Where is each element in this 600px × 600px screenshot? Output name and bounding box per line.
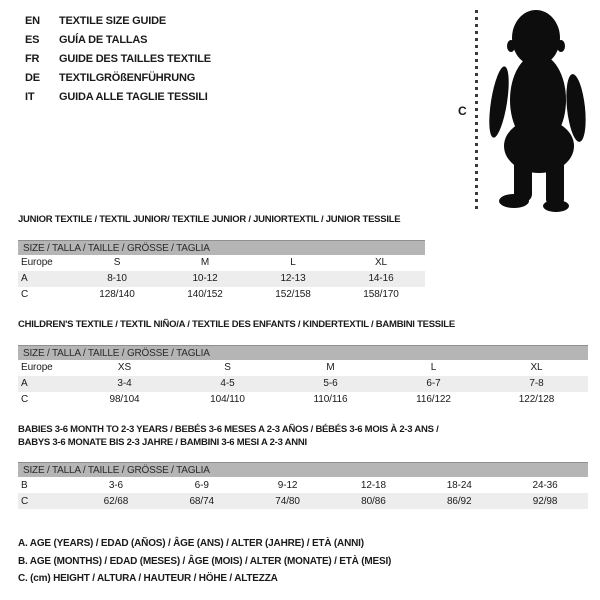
value-cell: 7-8 [529, 378, 544, 389]
value-cell: 152/158 [275, 289, 311, 300]
language-list [25, 12, 211, 107]
value-cell: 128/140 [99, 289, 135, 300]
language-title: TEXTILGRÖßENFÜHRUNG [59, 72, 196, 84]
language-row [25, 88, 211, 107]
size-header-bar: SIZE / TALLA / TAILLE / GRÖSSE / TAGLIA [18, 462, 588, 477]
language-code: FR [25, 53, 40, 65]
language-row [25, 50, 211, 69]
table-row [18, 271, 425, 287]
section-title-line: BABYS 3-6 MONATE BIS 2-3 JAHRE / BAMBINI 3-6 MESI A 2-3 ANNI [18, 436, 307, 448]
section-junior-textile [18, 214, 590, 303]
value-cell: 24-36 [532, 479, 558, 491]
footnotes [18, 535, 391, 588]
language-code: DE [25, 72, 40, 84]
value-cell: 98/104 [109, 394, 140, 405]
table-row [18, 392, 588, 408]
value-cell: 3-6 [108, 479, 123, 491]
value-cell: 6-9 [194, 479, 209, 491]
language-title: GUIDA ALLE TAGLIE TESSILI [59, 91, 208, 103]
section-title-line: CHILDREN'S TEXTILE / TEXTIL NIÑO/A / TEXTILE DES ENFANTS / KINDERTEXTIL / BAMBINI TESSILE [18, 319, 455, 330]
language-row [25, 31, 211, 50]
language-code: EN [25, 15, 40, 27]
language-title: GUÍA DE TALLAS [59, 34, 148, 46]
height-figure [446, 4, 598, 216]
row-label-cell: Europe [21, 362, 53, 373]
row-label-cell: C [21, 394, 29, 405]
size-header-bar: SIZE / TALLA / TAILLE / GRÖSSE / TAGLIA [18, 345, 588, 360]
value-cell: XL [374, 257, 388, 268]
value-cell: 6-7 [426, 378, 441, 389]
height-dotted-line [475, 10, 478, 210]
size-table [18, 360, 588, 408]
table-row [18, 493, 588, 509]
section-title [18, 319, 590, 332]
row-label-cell: Europe [21, 257, 53, 268]
size-table [18, 477, 588, 509]
row-label-cell: C [21, 495, 29, 507]
value-cell: 8-10 [107, 273, 127, 284]
table-row [18, 255, 425, 271]
value-cell: S [113, 257, 121, 268]
value-cell: 80/86 [361, 495, 386, 507]
table-row [18, 360, 588, 376]
row-label-cell: C [21, 289, 29, 300]
value-cell: 74/80 [275, 495, 300, 507]
row-label-cell: A [21, 273, 28, 284]
height-measure-label: C [458, 104, 467, 118]
value-cell: 158/170 [363, 289, 399, 300]
value-cell: 12-13 [280, 273, 306, 284]
value-cell: 9-12 [277, 479, 298, 491]
language-row [25, 69, 211, 88]
value-cell: 110/116 [313, 394, 348, 405]
footnote-line: B. AGE (MONTHS) / EDAD (MESES) / ÂGE (MOIS) / ALTER (MONATE) / ETÀ (MESI) [18, 555, 392, 567]
section-title-line: BABIES 3-6 MONTH TO 2-3 YEARS / BEBÉS 3-6 MESES A 2-3 AÑOS / BÉBÉS 3-6 MOIS À 2-3 ANS / [18, 424, 439, 435]
section-babies-textile [18, 424, 590, 509]
language-code: IT [25, 91, 35, 103]
value-cell: M [326, 362, 335, 373]
size-header-bar: SIZE / TALLA / TAILLE / GRÖSSE / TAGLIA [18, 240, 425, 255]
table-row [18, 376, 588, 392]
row-label-cell: A [21, 378, 28, 389]
section-title [18, 214, 590, 227]
language-row [25, 12, 211, 31]
value-cell: 12-18 [360, 479, 386, 491]
value-cell: 92/98 [532, 495, 558, 507]
value-cell: M [200, 257, 210, 268]
footnote-line: C. (cm) HEIGHT / ALTURA / HAUTEUR / HÖHE / ALTEZZA [18, 573, 278, 584]
value-cell: 3-4 [117, 378, 132, 389]
value-cell: S [224, 362, 231, 373]
language-code: ES [25, 34, 40, 46]
value-cell: 68/74 [189, 495, 214, 507]
language-title: TEXTILE SIZE GUIDE [59, 15, 167, 27]
value-cell: 5-6 [323, 378, 338, 389]
value-cell: 140/152 [187, 289, 223, 300]
section-title-line: JUNIOR TEXTILE / TEXTIL JUNIOR/ TEXTILE JUNIOR / JUNIORTEXTIL / JUNIOR TESSILE [18, 214, 401, 225]
value-cell: 122/128 [518, 394, 555, 405]
size-table [18, 255, 425, 303]
table-row [18, 287, 425, 303]
value-cell: 10-12 [192, 273, 218, 284]
value-cell: 116/122 [416, 394, 451, 405]
value-cell: XL [530, 362, 543, 373]
row-label-cell: B [21, 479, 28, 491]
value-cell: 62/68 [103, 495, 129, 507]
value-cell: 14-16 [368, 273, 394, 284]
value-cell: 86/92 [446, 495, 472, 507]
value-cell: L [430, 362, 437, 373]
value-cell: 4-5 [220, 378, 235, 389]
value-cell: L [290, 257, 296, 268]
section-childrens-textile [18, 319, 590, 408]
footnote-line: A. AGE (YEARS) / EDAD (AÑOS) / ÂGE (ANS) / ALTER (JAHRE) / ETÀ (ANNI) [18, 538, 364, 549]
value-cell: 104/110 [210, 394, 245, 405]
table-row [18, 477, 588, 493]
language-title: GUIDE DES TAILLES TEXTILE [59, 53, 211, 65]
baby-silhouette-icon [486, 6, 596, 212]
value-cell: 18-24 [446, 479, 472, 491]
value-cell: XS [117, 362, 132, 373]
section-title [18, 424, 590, 449]
